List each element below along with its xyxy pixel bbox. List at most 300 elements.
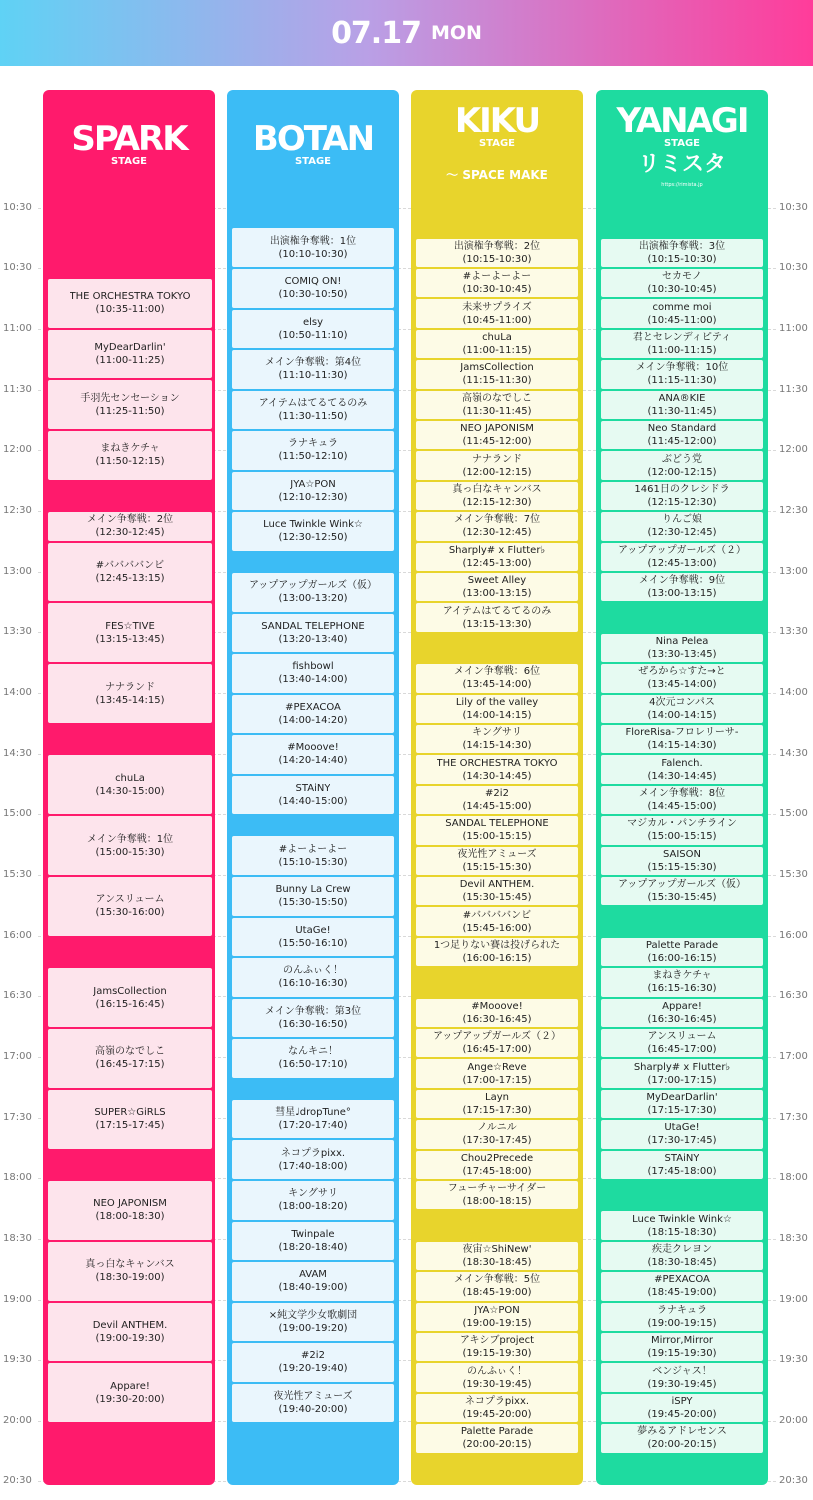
performer-name: AVAM [299, 1269, 327, 1281]
performance-slot[interactable] [416, 1242, 578, 1270]
performance-slot[interactable] [601, 330, 763, 358]
performance-slot[interactable] [601, 725, 763, 753]
time-label-left: 13:30 [3, 626, 32, 637]
performance-time: (12:00-12:15) [647, 466, 717, 478]
performer-name: SAISON [662, 848, 702, 860]
performer-name: キングサリ [472, 727, 522, 739]
performance-slot[interactable] [232, 391, 394, 430]
performer-name: メイン争奪戦：1位 [86, 833, 174, 845]
performance-slot[interactable] [232, 472, 394, 511]
performance-time: (16:30-16:45) [462, 1013, 532, 1025]
performance-slot[interactable] [601, 1424, 763, 1452]
performer-name: FES☆TIVE [105, 620, 155, 632]
performance-time: (11:30-11:45) [647, 405, 717, 417]
performance-slot[interactable] [601, 482, 763, 510]
performer-name: STAiNY [664, 1152, 700, 1164]
performance-slot[interactable] [601, 664, 763, 692]
performance-slot[interactable] [601, 512, 763, 540]
performance-slot[interactable] [416, 1333, 578, 1361]
performance-slot[interactable] [601, 299, 763, 327]
performance-time: (17:30-17:45) [647, 1135, 717, 1147]
performer-name: 夜光性アミューズ [273, 1390, 353, 1402]
time-label-right: 16:00 [779, 930, 808, 941]
performer-name: JamsCollection [93, 985, 167, 997]
performance-slot[interactable] [232, 1384, 394, 1423]
performer-name: Appare! [110, 1380, 150, 1392]
performance-slot[interactable] [232, 269, 394, 308]
performance-slot[interactable] [416, 1151, 578, 1179]
performance-slot[interactable] [416, 1059, 578, 1087]
performance-slot[interactable] [48, 380, 212, 429]
performance-time: (19:30-19:45) [647, 1378, 717, 1390]
performance-slot[interactable] [48, 279, 212, 328]
performer-name: メイン争奪戦：5位 [453, 1274, 541, 1286]
performance-slot[interactable] [601, 1029, 763, 1057]
performance-slot[interactable] [416, 1363, 578, 1391]
performance-slot[interactable] [601, 816, 763, 844]
stage-name: YANAGI [616, 101, 748, 141]
performance-slot[interactable] [416, 391, 578, 419]
performance-time: (14:15-14:30) [462, 740, 532, 752]
performance-slot[interactable] [232, 1181, 394, 1220]
performer-name: アップアップガールズ（仮） [618, 879, 746, 891]
time-label-right: 17:30 [779, 1112, 808, 1123]
performance-time: (15:30-15:45) [462, 892, 532, 904]
performance-slot[interactable] [601, 755, 763, 783]
performance-slot[interactable] [48, 968, 212, 1027]
performer-name: 出演権争奪戦：1位 [269, 235, 357, 247]
performance-time: (12:30-12:45) [647, 527, 717, 539]
time-label-right: 13:30 [779, 626, 808, 637]
performance-time: (16:00-16:15) [647, 952, 717, 964]
performance-slot[interactable] [416, 664, 578, 692]
performance-time: (20:00-20:15) [462, 1439, 532, 1451]
performer-name: ラナキュラ [657, 1304, 707, 1316]
performance-time: (15:50-16:10) [278, 937, 348, 949]
performance-slot[interactable] [601, 877, 763, 905]
performance-time: (15:15-15:30) [462, 861, 532, 873]
performer-name: Bunny La Crew [275, 884, 351, 896]
performance-time: (20:00-20:15) [647, 1439, 717, 1451]
day-of-week: MON [430, 22, 482, 44]
performer-name: FloreRisa-フロレリーサ- [625, 727, 739, 739]
performance-slot[interactable] [416, 1272, 578, 1300]
performance-slot[interactable] [601, 1363, 763, 1391]
performance-time: (11:00-11:15) [647, 344, 717, 356]
performance-slot[interactable] [416, 847, 578, 875]
time-label-left: 14:00 [3, 687, 32, 698]
performance-slot[interactable] [48, 664, 212, 723]
performance-slot[interactable] [416, 695, 578, 723]
sponsor-logo: 〜 SPACE MAKE [446, 168, 548, 182]
performance-slot[interactable] [232, 431, 394, 470]
performance-slot[interactable] [48, 431, 212, 480]
performer-name: アイテムはてるてるのみ [258, 397, 368, 409]
time-label-left: 18:00 [3, 1172, 32, 1183]
time-label-right: 11:30 [779, 384, 808, 395]
performer-name: 夜光性アミューズ [457, 848, 537, 860]
performance-slot[interactable] [232, 918, 394, 957]
performance-time: (19:00-19:15) [647, 1317, 717, 1329]
performance-time: (18:00-18:30) [95, 1211, 165, 1223]
performance-slot[interactable] [232, 695, 394, 734]
performance-time: (11:15-11:30) [647, 375, 717, 387]
time-label-left: 15:30 [3, 869, 32, 880]
performer-name: chuLa [482, 331, 512, 343]
performance-slot[interactable] [601, 1120, 763, 1148]
performance-slot[interactable] [601, 999, 763, 1027]
performance-time: (12:45-13:15) [95, 572, 165, 584]
performance-slot[interactable] [416, 573, 578, 601]
performance-slot[interactable] [232, 1222, 394, 1261]
performance-slot[interactable] [416, 299, 578, 327]
performance-time: (14:15-14:30) [647, 740, 717, 752]
performance-time: (11:45-12:00) [462, 436, 532, 448]
time-label-right: 14:00 [779, 687, 808, 698]
performer-name: NEO JAPONISM [460, 423, 534, 435]
performance-slot[interactable] [601, 269, 763, 297]
performance-slot[interactable] [416, 1394, 578, 1422]
performance-time: (11:25-11:50) [95, 405, 165, 417]
performer-name: 高嶺のなでしこ [95, 1046, 165, 1058]
performance-slot[interactable] [416, 786, 578, 814]
performance-slot[interactable] [48, 816, 212, 875]
performer-name: MyDearDarlin' [94, 342, 166, 354]
performance-slot[interactable] [601, 573, 763, 601]
performer-name: comme moi [652, 301, 712, 313]
performance-time: (19:15-19:30) [647, 1348, 717, 1360]
stage-name: KIKU [454, 101, 540, 141]
performance-slot[interactable] [232, 512, 394, 551]
performer-name: 4次元コンパス [649, 696, 715, 708]
performer-name: キングサリ [288, 1188, 338, 1200]
performance-slot[interactable] [48, 1181, 212, 1240]
performance-slot[interactable] [416, 269, 578, 297]
performance-time: (10:10-10:30) [278, 248, 348, 260]
performance-time: (14:00-14:15) [462, 709, 532, 721]
stage-name: SPARK [71, 119, 187, 159]
performance-slot[interactable] [48, 603, 212, 662]
performer-name: のんふぃく！ [283, 965, 343, 977]
performer-name: メイン争奪戦：8位 [638, 787, 726, 799]
stage-subtitle: STAGE [663, 138, 701, 149]
performance-slot[interactable] [232, 1100, 394, 1139]
time-label-right: 13:00 [779, 566, 808, 577]
performer-name: まねきケチャ [100, 443, 160, 455]
stage-header [596, 90, 768, 198]
performance-slot[interactable] [601, 421, 763, 449]
performance-slot[interactable] [601, 1303, 763, 1331]
performance-slot[interactable] [48, 1090, 212, 1149]
performance-time: (15:30-15:45) [647, 892, 717, 904]
performance-slot[interactable] [416, 543, 578, 571]
performance-slot[interactable] [416, 512, 578, 540]
performance-time: (13:20-13:40) [278, 633, 348, 645]
performance-slot[interactable] [416, 1424, 578, 1452]
performance-time: (17:45-18:00) [647, 1165, 717, 1177]
time-label-right: 20:30 [779, 1475, 808, 1486]
performance-time: (18:00-18:15) [462, 1196, 532, 1208]
performance-slot[interactable] [601, 695, 763, 723]
time-label-right: 18:00 [779, 1172, 808, 1183]
performance-slot[interactable] [416, 360, 578, 388]
performance-time: (19:30-20:00) [95, 1393, 165, 1405]
performer-name: JYA☆PON [290, 478, 336, 490]
performer-name: COMIQ ON! [284, 276, 342, 288]
performance-time: (18:45-19:00) [647, 1287, 717, 1299]
performance-time: (17:45-18:00) [462, 1165, 532, 1177]
performer-name: SANDAL TELEPHONE [261, 620, 365, 632]
performance-slot[interactable] [232, 776, 394, 815]
performance-time: (11:45-12:00) [647, 436, 717, 448]
performance-slot[interactable] [416, 1120, 578, 1148]
performance-slot[interactable] [232, 1343, 394, 1382]
performance-time: (18:30-19:00) [95, 1272, 165, 1284]
performance-slot[interactable] [416, 1090, 578, 1118]
performer-name: ぜろから☆すた→と [638, 666, 726, 678]
performer-name: UtaGe! [664, 1122, 700, 1134]
time-label-left: 17:00 [3, 1051, 32, 1062]
performer-name: マジカル・パンチライン [627, 818, 737, 830]
performer-name: メイン争奪戦：第4位 [264, 357, 362, 369]
performance-time: (11:50-12:10) [278, 451, 348, 463]
time-label-right: 19:30 [779, 1354, 808, 1365]
performance-time: (13:00-13:15) [462, 588, 532, 600]
performance-time: (10:30-10:45) [647, 284, 717, 296]
stage-subtitle: STAGE [110, 156, 148, 167]
performer-name: Chou2Precede [460, 1152, 534, 1164]
performance-time: (15:30-16:00) [95, 907, 165, 919]
performance-slot[interactable] [232, 836, 394, 875]
performer-name: Devil ANTHEM. [92, 1319, 168, 1331]
performance-slot[interactable] [601, 1211, 763, 1239]
performer-name: フューチャーサイダー [447, 1183, 547, 1195]
time-label-right: 14:30 [779, 748, 808, 759]
performer-name: のんふぃく！ [467, 1365, 527, 1377]
performance-time: (16:45-17:15) [95, 1059, 165, 1071]
performance-slot[interactable] [416, 999, 578, 1027]
performance-time: (10:50-11:10) [278, 329, 348, 341]
sponsor-logo: リミスタ [637, 152, 726, 177]
performer-name: アンスリューム [95, 894, 165, 906]
performer-name: ナナランド [105, 681, 155, 693]
time-label-left: 17:30 [3, 1112, 32, 1123]
performance-slot[interactable] [48, 330, 212, 379]
performance-slot[interactable] [416, 1029, 578, 1057]
performer-name: Palette Parade [460, 1426, 534, 1438]
performance-time: (10:15-10:30) [462, 253, 532, 265]
performance-slot[interactable] [232, 999, 394, 1038]
performance-slot[interactable] [601, 391, 763, 419]
performance-slot[interactable] [601, 634, 763, 662]
performance-time: (13:00-13:20) [278, 593, 348, 605]
performance-slot[interactable] [232, 735, 394, 774]
performance-slot[interactable] [601, 786, 763, 814]
performer-name: 夢みるアドレセンス [637, 1426, 727, 1438]
performer-name: THE ORCHESTRA TOKYO [436, 757, 558, 769]
performance-slot[interactable] [48, 755, 212, 814]
performance-slot[interactable] [416, 816, 578, 844]
stage-column-botan [227, 90, 399, 1485]
performer-name: JYA☆PON [474, 1304, 520, 1316]
time-label-left: 18:30 [3, 1233, 32, 1244]
performance-slot[interactable] [416, 725, 578, 753]
performance-time: (17:40-18:00) [278, 1160, 348, 1172]
performer-name: アキシブproject [459, 1335, 535, 1347]
performer-name: アンスリューム [647, 1031, 717, 1043]
performance-time: (14:40-15:00) [278, 795, 348, 807]
performance-time: (19:00-19:20) [278, 1322, 348, 1334]
performance-time: (16:10-16:30) [278, 978, 348, 990]
performer-name: Sharply# x Flutter♭ [633, 1061, 731, 1073]
performance-time: (19:30-19:45) [462, 1378, 532, 1390]
performance-time: (10:45-11:00) [647, 314, 717, 326]
performer-name: 出演権争奪戦：2位 [453, 240, 541, 252]
performance-time: (13:00-13:15) [647, 588, 717, 600]
performance-slot[interactable] [232, 573, 394, 612]
performer-name: ネコプラpixx. [280, 1147, 346, 1159]
stage-column-kiku [411, 90, 583, 1485]
performance-time: (18:30-18:45) [462, 1256, 532, 1268]
performance-slot[interactable] [416, 421, 578, 449]
performer-name: STAiNY [295, 782, 331, 794]
time-label-left: 12:00 [3, 444, 32, 455]
performance-time: (15:45-16:00) [462, 922, 532, 934]
performance-time: (14:45-15:00) [462, 800, 532, 812]
performance-slot[interactable] [232, 228, 394, 267]
stage-header [227, 90, 399, 198]
performance-slot[interactable] [232, 1303, 394, 1342]
performance-slot[interactable] [416, 603, 578, 631]
time-label-left: 16:00 [3, 930, 32, 941]
date-text: 07.17 [331, 15, 421, 51]
performance-time: (18:15-18:30) [647, 1226, 717, 1238]
performance-slot[interactable] [232, 877, 394, 916]
performer-name: #よーよーよー [278, 843, 348, 855]
performance-time: (10:30-10:45) [462, 284, 532, 296]
performance-slot[interactable] [601, 1059, 763, 1087]
performance-slot[interactable] [48, 512, 212, 540]
performer-name: Palette Parade [645, 939, 719, 951]
performer-name: #2i2 [301, 1350, 325, 1362]
performance-slot[interactable] [232, 350, 394, 389]
performer-name: アップアップガールズ（２） [618, 544, 746, 556]
performance-slot[interactable] [601, 451, 763, 479]
performance-slot[interactable] [232, 1140, 394, 1179]
performer-name: 手羽先センセーション [80, 392, 180, 404]
performer-name: #PEXACOA [285, 701, 341, 713]
performance-slot[interactable] [416, 330, 578, 358]
performance-time: (10:45-11:00) [462, 314, 532, 326]
stage-subtitle: STAGE [294, 156, 332, 167]
performance-slot[interactable] [48, 1029, 212, 1088]
performance-slot[interactable] [232, 1262, 394, 1301]
performance-slot[interactable] [232, 614, 394, 653]
performance-slot[interactable] [601, 543, 763, 571]
performer-name: ベンジャス！ [652, 1365, 712, 1377]
performer-name: SUPER☆GiRLS [94, 1107, 166, 1119]
performance-slot[interactable] [416, 938, 578, 966]
time-label-left: 20:30 [3, 1475, 32, 1486]
performance-slot[interactable] [416, 1181, 578, 1209]
time-label-left: 10:30 [3, 202, 32, 213]
performance-slot[interactable] [416, 1303, 578, 1331]
performance-time: (10:15-10:30) [647, 253, 717, 265]
performance-time: (15:00-15:15) [462, 831, 532, 843]
performance-slot[interactable] [601, 239, 763, 267]
performance-slot[interactable] [232, 958, 394, 997]
performance-slot[interactable] [601, 1151, 763, 1179]
performance-slot[interactable] [601, 360, 763, 388]
performance-time: (18:40-19:00) [278, 1282, 348, 1294]
performance-slot[interactable] [601, 1242, 763, 1270]
performance-time: (17:30-17:45) [462, 1135, 532, 1147]
performance-slot[interactable] [232, 310, 394, 349]
performer-name: 彗星♩dropTune° [275, 1107, 351, 1119]
performance-slot[interactable] [416, 907, 578, 935]
performance-slot[interactable] [416, 877, 578, 905]
performance-slot[interactable] [601, 938, 763, 966]
performance-slot[interactable] [48, 1242, 212, 1301]
performer-name: iSPY [671, 1395, 693, 1407]
performer-name: SANDAL TELEPHONE [445, 818, 549, 830]
performance-time: (14:00-14:15) [647, 709, 717, 721]
performance-slot[interactable] [601, 1272, 763, 1300]
performer-name: Ange☆Reve [467, 1061, 527, 1073]
date-header [0, 0, 813, 66]
performance-time: (17:15-17:30) [462, 1104, 532, 1116]
performance-time: (11:30-11:45) [462, 405, 532, 417]
time-label-left: 19:00 [3, 1294, 32, 1305]
performance-slot[interactable] [416, 239, 578, 267]
performance-time: (10:35-11:00) [95, 304, 165, 316]
performance-time: (10:30-10:50) [278, 289, 348, 301]
performance-slot[interactable] [232, 1039, 394, 1078]
performance-slot[interactable] [601, 1333, 763, 1361]
performance-slot[interactable] [48, 543, 212, 602]
performance-slot[interactable] [416, 482, 578, 510]
performance-slot[interactable] [48, 1303, 212, 1362]
performance-time: (17:15-17:30) [647, 1104, 717, 1116]
performance-slot[interactable] [601, 1394, 763, 1422]
performance-time: (12:30-12:50) [278, 532, 348, 544]
performance-time: (16:45-17:00) [647, 1044, 717, 1056]
performance-slot[interactable] [601, 847, 763, 875]
performer-name: chuLa [115, 772, 145, 784]
performance-slot[interactable] [601, 1090, 763, 1118]
performance-time: (16:00-16:15) [462, 952, 532, 964]
performance-slot[interactable] [48, 877, 212, 936]
performer-name: #Mooove! [471, 1000, 523, 1012]
performance-slot[interactable] [416, 755, 578, 783]
time-label-left: 19:30 [3, 1354, 32, 1365]
performer-name: アップアップガールズ（仮） [249, 580, 377, 592]
performance-time: (11:00-11:15) [462, 344, 532, 356]
performance-time: (14:00-14:20) [278, 714, 348, 726]
time-label-left: 12:30 [3, 505, 32, 516]
performance-time: (19:20-19:40) [278, 1363, 348, 1375]
performer-name: Appare! [662, 1000, 702, 1012]
performance-slot[interactable] [416, 451, 578, 479]
performance-slot[interactable] [601, 968, 763, 996]
performance-slot[interactable] [48, 1363, 212, 1422]
performer-name: JamsCollection [460, 362, 534, 374]
performer-name: なんキニ！ [288, 1046, 338, 1058]
performance-time: (14:20-14:40) [278, 755, 348, 767]
performer-name: Falench. [661, 757, 703, 769]
performance-slot[interactable] [232, 654, 394, 693]
performance-time: (11:10-11:30) [278, 370, 348, 382]
